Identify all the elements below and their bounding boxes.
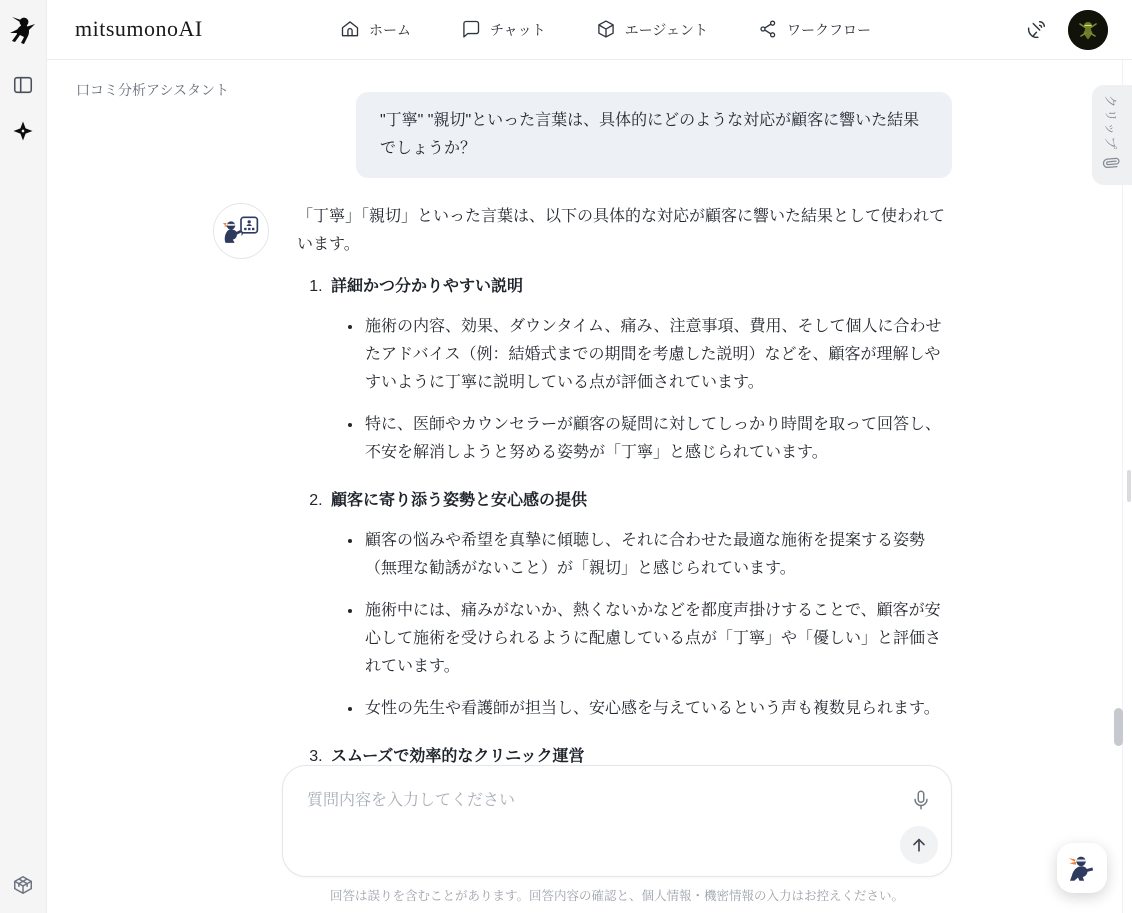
send-button[interactable] bbox=[900, 826, 938, 864]
chat-scrollbar-thumb[interactable] bbox=[1114, 708, 1123, 746]
satellite-dish-icon[interactable] bbox=[1024, 18, 1048, 42]
brand-ninja-logo-icon[interactable] bbox=[7, 13, 39, 47]
sparkle-icon[interactable] bbox=[7, 115, 39, 147]
top-navbar bbox=[47, 0, 1132, 60]
user-message-text: "丁寧" "親切"といった言葉は、具体的にどのような対応が顧客に響いた結果でしょうか？ bbox=[380, 112, 920, 157]
message-input[interactable] bbox=[307, 787, 863, 851]
bullet-item: • 施術の内容、効果、ダウンタイム、痛み、注意事項、費用、そして個人に合わせたアドバイス（例：結婚式までの期間を考慮した説明）などを、顧客が理解しやすいように丁寧に説明している点が評価されています。 bbox=[363, 313, 952, 397]
user-avatar[interactable] bbox=[1068, 10, 1108, 50]
assistant-message-row bbox=[213, 203, 952, 859]
right-panel-divider bbox=[1122, 60, 1123, 913]
conversation-scroll-area[interactable] bbox=[213, 60, 952, 765]
workflow-share-icon bbox=[758, 19, 778, 42]
panel-toggle-icon[interactable] bbox=[7, 69, 39, 101]
assistant-ninja-avatar-icon bbox=[213, 203, 269, 259]
brand-title[interactable]: mitsumonoAI bbox=[75, 16, 203, 41]
assistant-intro: 「丁寧」「親切」といった言葉は、以下の具体的な対応が顧客に響いた結果として使われています。 bbox=[297, 208, 946, 253]
nav-item-home[interactable] bbox=[340, 19, 411, 42]
left-sidebar bbox=[0, 0, 47, 913]
assistant-message-content bbox=[297, 203, 952, 859]
clip-label: クリップ bbox=[1103, 94, 1119, 150]
user-message-bubble bbox=[356, 92, 952, 178]
assistant-numbered-list bbox=[297, 273, 952, 839]
bullet-item: • 特に、医師やカウンセラーが顧客の疑問に対してしっかり時間を取って回答し、不安を解消しようと努める姿勢が「丁寧」と感じられています。 bbox=[363, 411, 952, 467]
disclaimer-text: 回答は誤りを含むことがあります。回答内容の確認と、個人情報・機密情報の入力はお控えください。 bbox=[329, 889, 904, 903]
navbar-right bbox=[1024, 0, 1132, 60]
nav-label: ワークフロー bbox=[787, 22, 872, 38]
cube-icon[interactable] bbox=[7, 869, 39, 901]
point-title: 詳細かつ分かりやすい説明 bbox=[331, 278, 524, 295]
main-nav bbox=[340, 0, 871, 60]
message-composer bbox=[282, 765, 952, 877]
send-arrow-icon bbox=[909, 835, 929, 855]
nav-item-agent[interactable] bbox=[596, 19, 708, 42]
page-scrollbar-thumb[interactable] bbox=[1127, 470, 1131, 502]
nav-label: チャット bbox=[490, 22, 546, 38]
point-title: 顧客に寄り添う姿勢と安心感の提供 bbox=[331, 492, 588, 509]
nav-item-workflow[interactable] bbox=[758, 19, 871, 42]
chat-bubble-icon bbox=[461, 19, 481, 42]
nav-item-chat[interactable] bbox=[461, 19, 546, 42]
point-title: スムーズで効率的なクリニック運営 bbox=[331, 748, 585, 765]
microphone-icon[interactable] bbox=[908, 787, 934, 813]
nav-label: エージェント bbox=[624, 22, 709, 38]
nav-label: ホーム bbox=[369, 22, 411, 38]
bullet-list bbox=[331, 527, 952, 723]
list-item bbox=[327, 487, 952, 723]
home-icon bbox=[340, 19, 360, 42]
list-item bbox=[327, 273, 952, 467]
bullet-item: • 施術中には、痛みがないか、熱くないかなどを都度声掛けすることで、顧客が安心して施術を受けられるように配慮している点が「丁寧」や「優しい」と評価されています。 bbox=[363, 597, 952, 681]
clip-panel-tab[interactable] bbox=[1092, 85, 1132, 185]
ninja-assistant-fab[interactable] bbox=[1057, 843, 1107, 893]
bullet-item: • 女性の先生や看護師が担当し、安心感を与えているという声も複数見られます。 bbox=[363, 695, 952, 723]
agent-cube-icon bbox=[596, 19, 616, 42]
clip-label-box bbox=[1092, 91, 1132, 153]
chat-main bbox=[47, 60, 1132, 913]
paperclip-icon bbox=[1103, 153, 1121, 176]
bullet-list bbox=[331, 313, 952, 467]
bullet-item: • 顧客の悩みや希望を真摯に傾聴し、それに合わせた最適な施術を提案する姿勢（無理な勧誘がないこと）が「親切」と感じられています。 bbox=[363, 527, 952, 583]
ninja-fab-icon bbox=[1065, 851, 1099, 885]
assistant-name-label: 口コミ分析アシスタント bbox=[76, 82, 230, 98]
